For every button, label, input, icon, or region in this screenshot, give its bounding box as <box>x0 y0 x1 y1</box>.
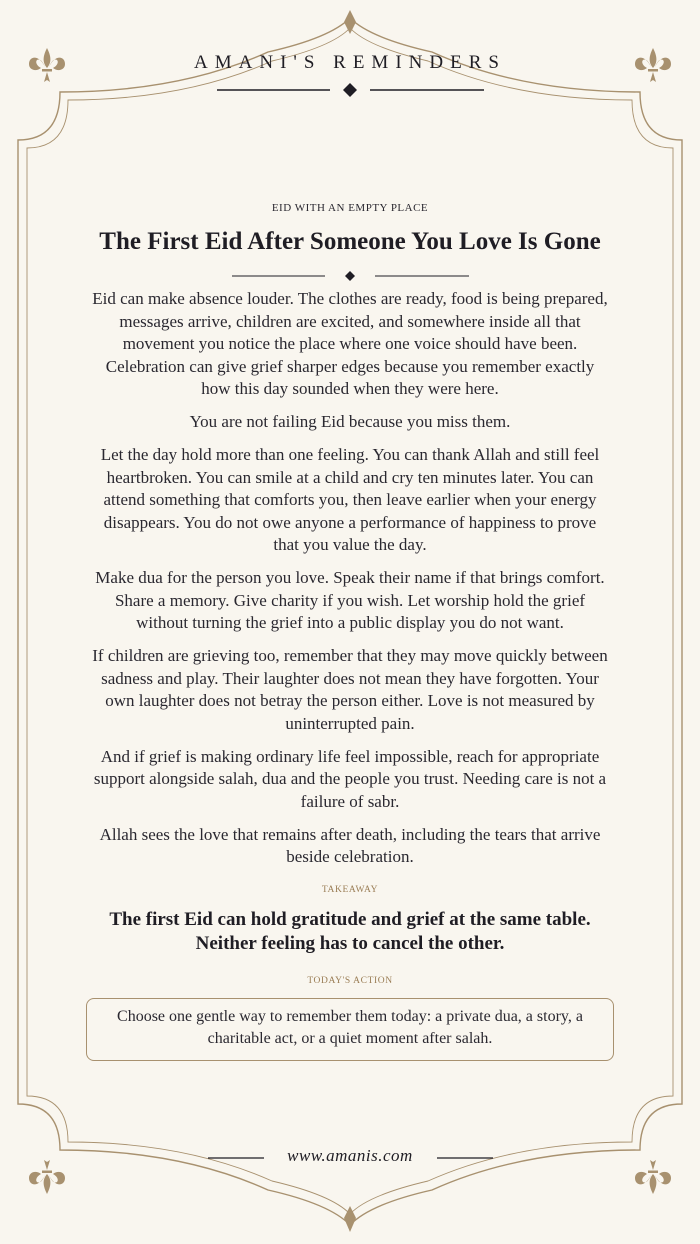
takeaway-text: The first Eid can hold gratitude and grief at the same table. Neither feeling has to cancel the other. <box>109 908 591 954</box>
header-divider <box>217 83 484 97</box>
paragraph: Let the day hold more than one feeling. You can thank Allah and still feel heartbroken. You can smile at a child and cry ten minutes later. You can attend something that comforts you, then leave earlier when your energy disappears. You do not owe anyone a performance of happiness to prove that you value the day. <box>100 445 600 554</box>
article-kicker: EID WITH AN EMPTY PLACE <box>271 202 429 214</box>
top-diamond-icon <box>344 10 356 34</box>
brand-title: AMANI'S REMINDERS <box>194 52 506 73</box>
paragraph: You are not failing Eid because you miss them. <box>189 412 511 431</box>
diamond-icon <box>345 271 355 281</box>
paragraph: Allah sees the love that remains after death, including the tears that arrive beside celebration. <box>99 824 601 866</box>
article-body <box>92 288 608 1061</box>
action-box <box>86 998 614 1061</box>
diamond-icon <box>343 83 357 97</box>
paragraph: If children are grieving too, remember that they may move quickly between sadness and play. Their laughter does not mean they have forgotten. Your own laughter does not betray the person either. Love is not measured by uninterrupted pain. <box>92 646 608 733</box>
action-label: TODAY'S ACTION <box>307 975 393 986</box>
paragraph: Make dua for the person you love. Speak their name if that brings comfort. Share a memory. Give charity if you wish. Let worship hold the grief without turning the grief into a public display you do not want. <box>95 568 605 632</box>
takeaway-label: TAKEAWAY <box>321 885 379 895</box>
article-title: The First Eid After Someone You Love Is Gone <box>99 228 601 255</box>
paragraph: And if grief is making ordinary life feel impossible, reach for appropriate support alongside salah, dua and the people you trust. Needing care is not a failure of sabr. <box>93 746 607 811</box>
website-link[interactable]: www.amanis.com <box>287 1146 413 1165</box>
title-divider <box>232 271 469 281</box>
paragraph: Eid can make absence louder. The clothes are ready, food is being prepared, messages arrive, children are excited, and somewhere inside all that movement you notice the place where one voice should have been. Celebration can give grief sharper edges because you remember exactly how this day sounded when they were here. <box>92 289 608 398</box>
action-text: Choose one gentle way to remember them today: a private dua, a story, a charitable act, or a quiet moment after salah. <box>117 1008 583 1047</box>
